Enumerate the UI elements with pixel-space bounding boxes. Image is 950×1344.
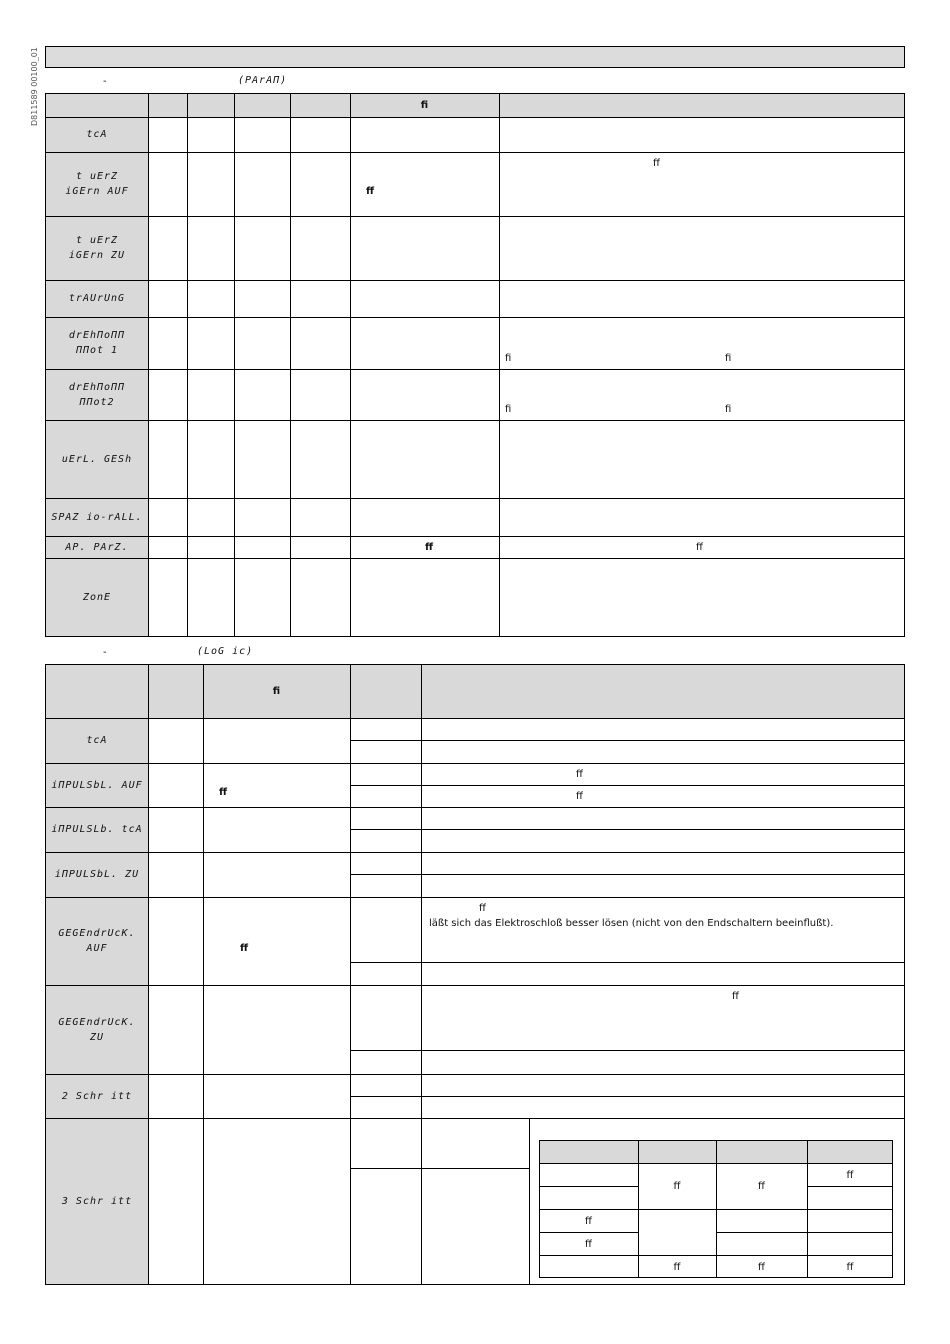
- logic-caption-prefix: -: [103, 647, 107, 658]
- document-id: D811589 00100_01: [30, 47, 39, 126]
- logic-option-mark: ﬀ: [732, 991, 739, 1002]
- logic-row-mark: ﬀ: [219, 787, 228, 798]
- sub-table-cell: ﬀ: [846, 1261, 854, 1273]
- logic-row-name: iПPULSbL. AUF: [51, 779, 143, 791]
- param-row-name: trAUrUnG: [68, 293, 126, 304]
- logic-option-text: läßt sich das Elektroschloß besser lösen (nicht von den Endschaltern beeinflußt).: [429, 918, 834, 929]
- logic-row-name: GEGEndrUcK. AUF: [58, 928, 136, 954]
- param-row-name: t uErZ iGErn ZU: [68, 235, 126, 261]
- sub-table-cell: ﬀ: [758, 1181, 765, 1192]
- logic-option-mark: ﬀ: [576, 769, 583, 780]
- logic-option-mark: ﬀ: [576, 791, 583, 802]
- param-row-name: drEhПoПП ППot 1: [68, 330, 126, 356]
- param-row-desc-mark: ﬁ: [505, 404, 512, 415]
- param-row-name: AP. PArZ.: [65, 541, 129, 553]
- logic-row-name: tcA: [86, 735, 108, 746]
- logic-row-name: iПPULSbL. ZU: [54, 869, 140, 880]
- param-row-name: tcA: [86, 129, 108, 140]
- sub-table-cell: ﬀ: [673, 1181, 681, 1192]
- param-row-mark: ﬀ: [425, 542, 434, 553]
- sub-table-cell: ﬀ: [673, 1261, 681, 1273]
- param-row-desc-mark: ﬁ: [725, 404, 732, 415]
- param-caption-code: (PArAП): [238, 75, 288, 86]
- logic-row-name: iПPULSLb. tcA: [51, 824, 143, 835]
- logic-row-name: 3 Schr itt: [61, 1195, 133, 1207]
- param-row-name: uErL. GESh: [61, 453, 133, 465]
- sub-table-cell: ﬀ: [758, 1261, 765, 1273]
- logic-row-name: GEGEndrUcK. ZU: [58, 1016, 136, 1043]
- param-row-desc-mark: ﬀ: [696, 542, 703, 553]
- param-header-col5: ﬁ: [420, 100, 429, 111]
- param-row-name: SPAZ io-rALL.: [51, 511, 143, 523]
- param-row-name: t uErZ iGErn AUF: [65, 171, 129, 197]
- logic-row-mark: ﬀ: [240, 943, 249, 954]
- section-title-bar: [45, 46, 905, 68]
- param-row-name: drEhПoПП ППot2: [68, 381, 126, 408]
- sub-table-cell: ﬀ: [585, 1238, 592, 1250]
- logic-caption-code: (LoG ic): [197, 646, 254, 657]
- sub-table-cell: ﬀ: [585, 1215, 592, 1227]
- sub-table-cell: ﬀ: [846, 1169, 854, 1181]
- param-row-desc-mark: ﬀ: [653, 158, 660, 169]
- param-row-name: ZonE: [82, 591, 112, 603]
- param-row-mark: ﬀ: [366, 186, 375, 197]
- logic-header-col3: ﬁ: [272, 686, 281, 697]
- param-caption-prefix: -: [103, 76, 107, 87]
- param-row-desc-mark: ﬁ: [505, 353, 512, 364]
- logic-option-mark: ﬀ: [479, 903, 486, 914]
- logic-row-name: 2 Schr itt: [61, 1090, 133, 1102]
- param-row-desc-mark: ﬁ: [725, 353, 732, 364]
